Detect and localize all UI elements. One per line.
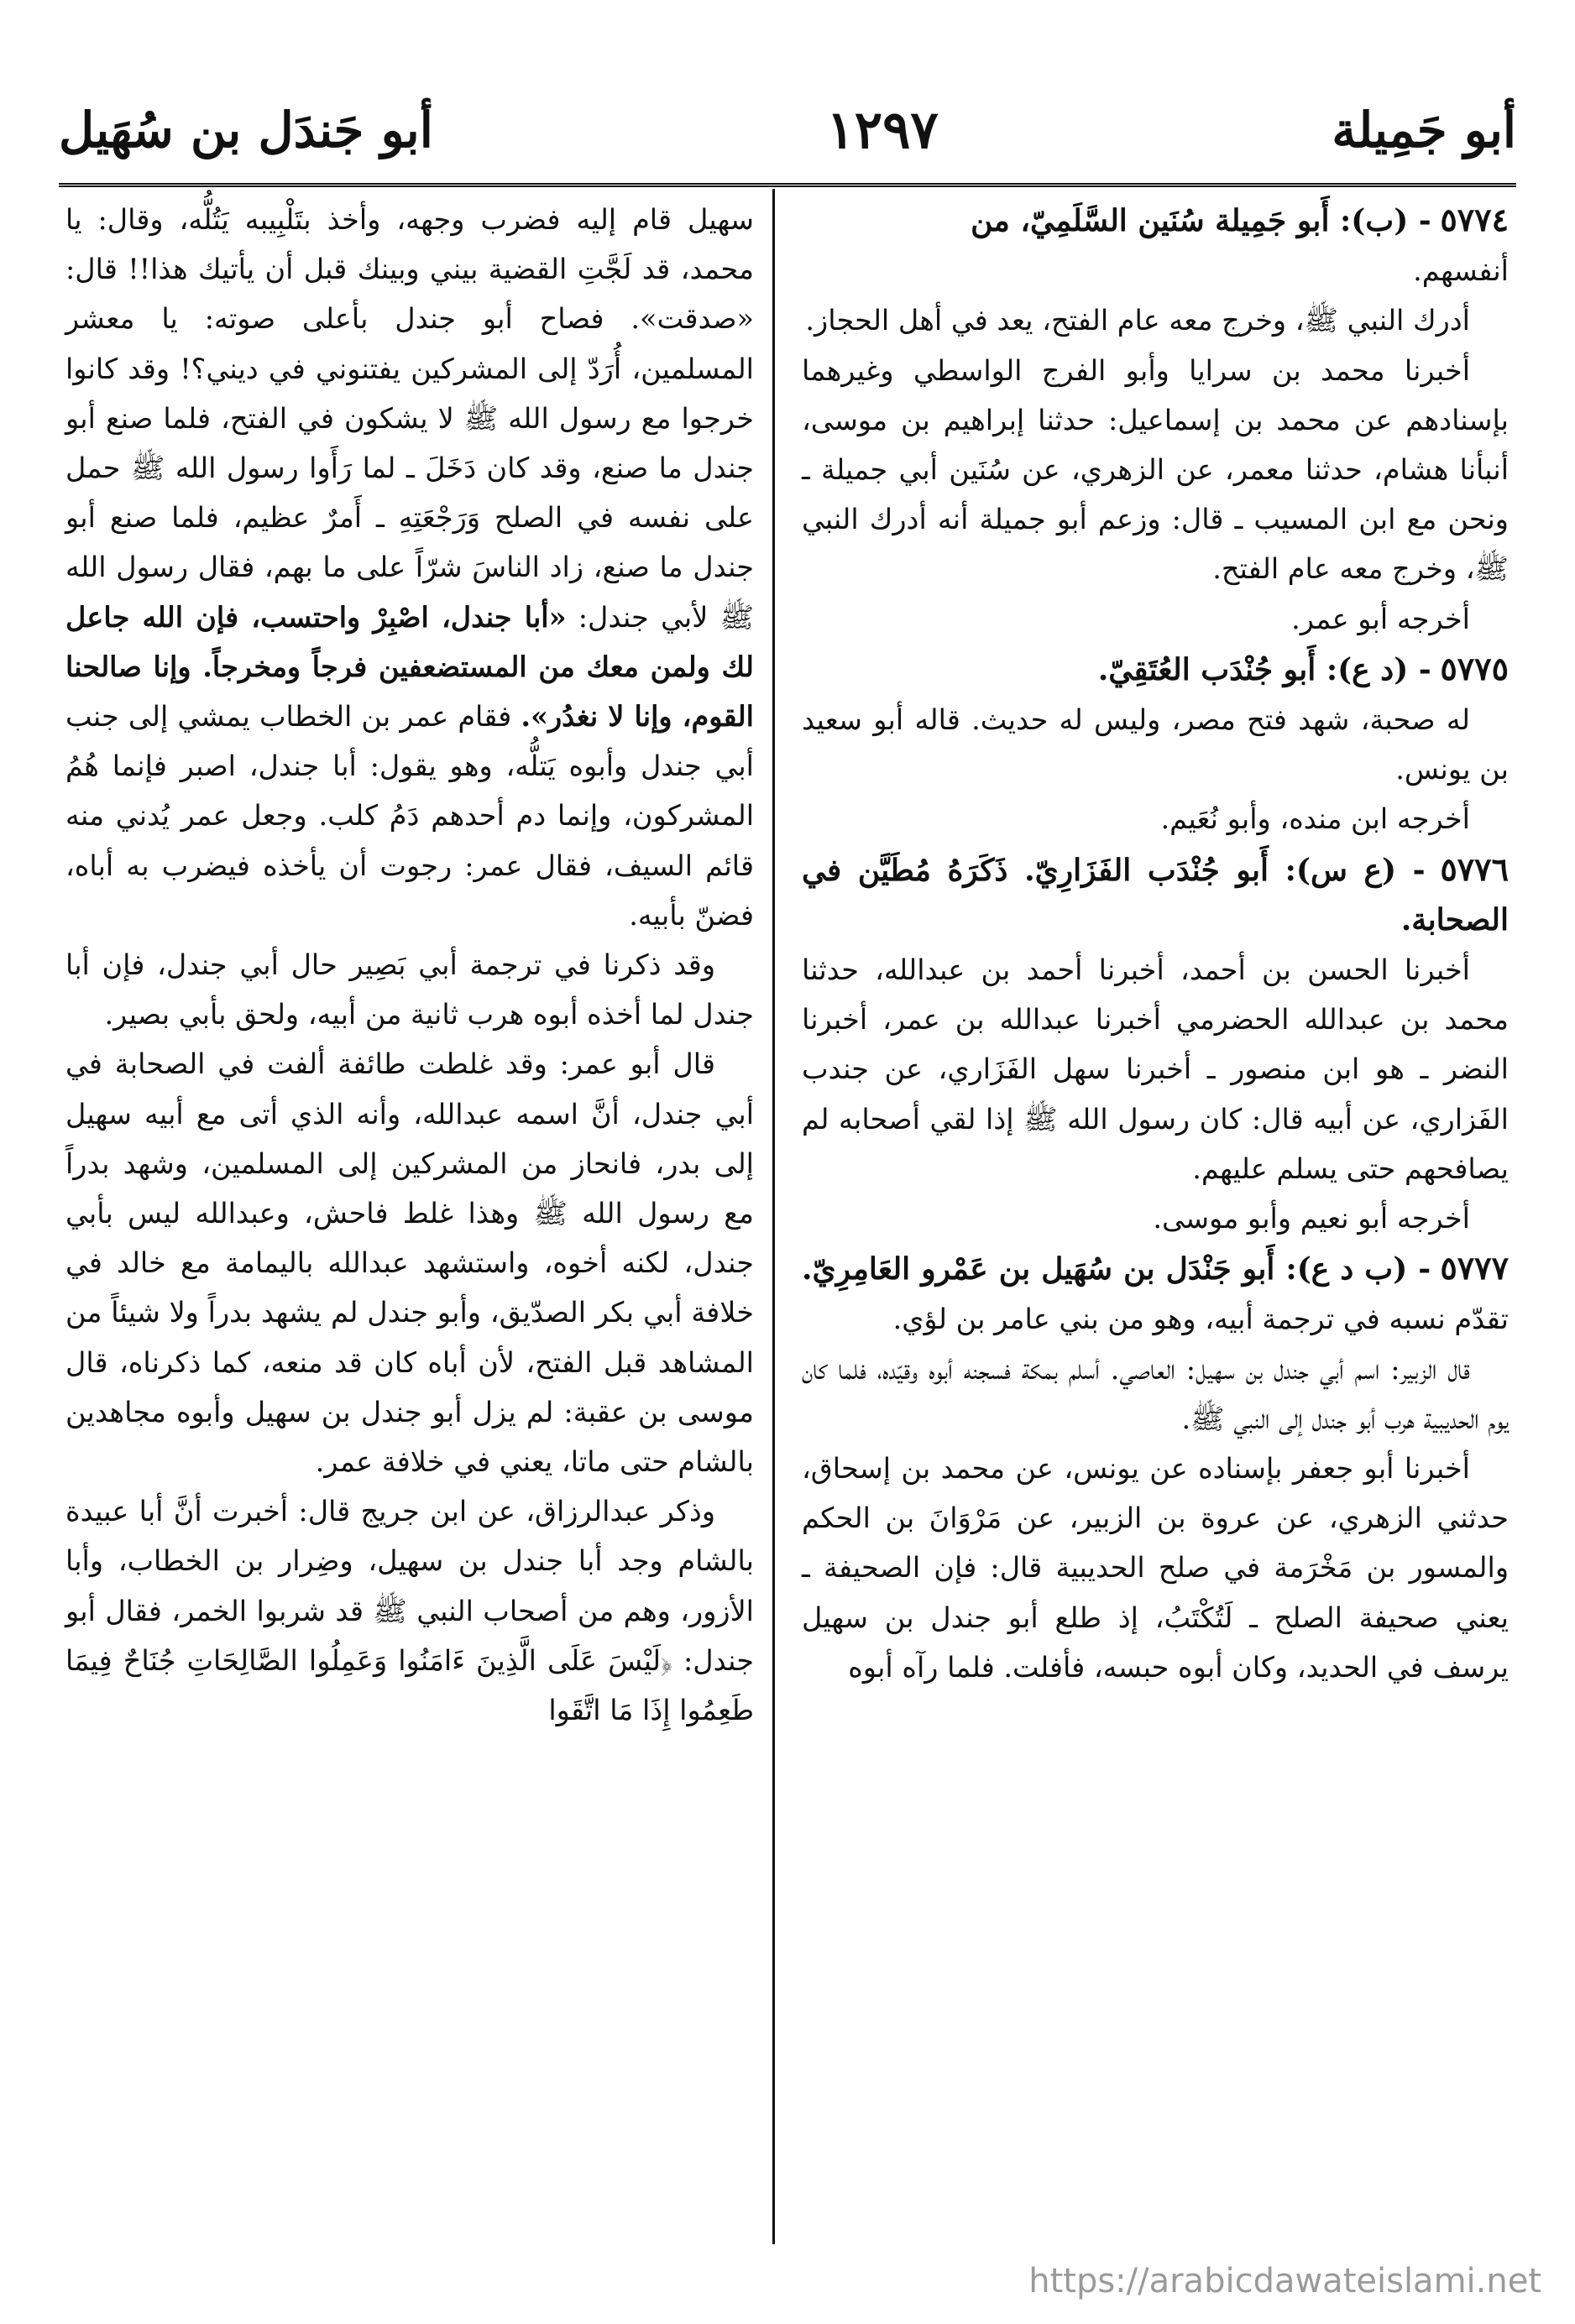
entry-title: - (ب د ع): أَبو جَنْدَل بن سُهَيل بن عَمْرو العَامِرِيّ. bbox=[802, 1251, 1431, 1287]
entry-title: - (د ع): أَبو جُنْدَب العُتَقِيّ. bbox=[1097, 651, 1431, 687]
entry-5777-heading bbox=[802, 1243, 1509, 1344]
paragraph: أخرجه أبو نعيم وأبو موسى. bbox=[1153, 1202, 1470, 1235]
entry-title: - (ع س): أَبو جُنْدَب الفَزَارِيّ. ذَكَرَهُ مُطَيَّن في الصحابة. bbox=[802, 852, 1509, 937]
entry-number: ٥٧٧٥ bbox=[1440, 649, 1509, 687]
paragraph: وذكر عبدالرزاق، عن ابن جريج قال: أخبرت أنَّ أبا عبيدة بالشام وجد أبا جندل بن سهيل، وضِرار بن الخطاب، وأبا الأزور، وهم من أصحاب النبي ﷺ قد شربوا الخمر، فقال أبو جندل: ﴿لَيْسَ عَلَى الَّذِينَ ءَامَنُوا وَعَمِلُوا الصَّالِحَاتِ جُنَاحٌ فِيمَا طَعِمُوا إِذَا مَا اتَّقَوا bbox=[65, 1495, 754, 1727]
entry-note: تقدّم نسبه في ترجمة أبيه، وهو من بني عامر بن لؤي. bbox=[892, 1303, 1509, 1336]
paragraph: قال الزبير: اسم أبي جندل بن سهيل: العاصي. أسلم بمكة فسجنه أبوه وقيّده، فلما كان يوم الحديبية هرب أبو جندل إلى النبي ﷺ. bbox=[802, 1352, 1509, 1435]
entry-5776-heading bbox=[802, 844, 1509, 945]
paragraph-text: سهيل قام إليه فضرب وجهه، وأخذ بتَلْبِيبه يَتُلُّه، وقال: يا محمد، قد لَجَّتِ القضية بيني وبينك قبل أن يأتيك هذا!! قال: «صدقت». فصاح أبو جندل بأعلى صوته: يا معشر المسلمين، أُرَدّ إلى المشركين يفتنوني في ديني؟! وقد كانوا خرجوا مع رسول الله ﷺ لا يشكون في الفتح، فلما صنع أبو جندل ما صنع، وقد كان دَخَلَ ـ لما رَأَوا رسول الله ﷺ حمل على نفسه في الصلح وَرَجْعَتِهِ ـ أَمرٌ عظيم، فلما صنع أبو جندل ما صنع، زاد الناسَ شرّاً على ما بهم، فقال رسول الله ﷺ لأبي جندل: bbox=[65, 203, 754, 634]
running-title-right: أبو جَمِيلة bbox=[1332, 102, 1516, 159]
running-title-left: أبو جَندَل بن سُهَيل bbox=[59, 102, 433, 159]
paragraph: قال أبو عمر: وقد غلطت طائفة ألفت في الصحابة في أبي جندل، أنَّ اسمه عبدالله، وأنه الذي أتى مع أبيه سهيل إلى بدر، فانحاز من المشركين إلى المسلمين، وشهد بدراً مع رسول الله ﷺ وهذا غلط فاحش، وعبدالله ليس بأبي جندل، لكنه أخوه، واستشهد عبدالله باليمامة مع خالد في خلافة أبي بكر الصدّيق، وأبو جندل لم يشهد بدراً ولا شيئاً من المشاهد قبل الفتح، لأن أباه كان قد منعه، كما ذكرناه، قال موسى بن عقبة: لم يزل أبو جندل بن سهيل وأبوه مجاهدين بالشام حتى ماتا، يعني في خلافة عمر. bbox=[65, 1047, 754, 1479]
paragraph: أدرك النبي ﷺ، وخرج معه عام الفتح، يعد في أهل الحجاز. bbox=[805, 304, 1470, 337]
left-column bbox=[65, 195, 754, 1735]
paragraph: أخرجه أبو عمر. bbox=[1291, 602, 1470, 635]
header-rule bbox=[59, 183, 1516, 187]
entry-title: - (ب): أَبو جَمِيلة سُنَين السَّلَمِيّ، من bbox=[971, 203, 1431, 238]
hadith-quote: «أبا جندل، اصْبِرْ واحتسب، فإن الله جاعل لك ولمن معك من المستضعفين فرجاً ومخرجاً. وإنا صالحنا القوم، وإنا لا نغدُر». bbox=[65, 600, 754, 734]
paragraph: وقد ذكرنا في ترجمة أبي بَصِير حال أبي جندل، فإن أبا جندل لما أخذه أبوه هرب ثانية من أبيه، ولحق بأبي بصير. bbox=[65, 948, 754, 1031]
paragraph: أخبرنا محمد بن سرايا وأبو الفرج الواسطي وغيرهما بإسنادهم عن محمد بن إسماعيل: حدثنا إبراهيم بن موسى، أنبأنا هشام، حدثنا معمر، عن الزهري، عن سُنَين أبي جميلة ـ ونحن مع ابن المسيب ـ قال: وزعم أبو جميلة أنه أدرك النبي ﷺ، وخرج معه عام الفتح. bbox=[802, 353, 1509, 586]
entry-5774-heading bbox=[802, 195, 1509, 246]
entry-number: ٥٧٧٤ bbox=[1440, 201, 1509, 238]
right-column bbox=[802, 195, 1509, 1692]
page-number: ١٢٩٧ bbox=[826, 99, 939, 160]
watermark-url: https://arabicdawateislami.net bbox=[1028, 2262, 1541, 2300]
page-header bbox=[59, 84, 1516, 176]
paragraph: أنفسهم. bbox=[1413, 254, 1509, 288]
entry-5775-heading bbox=[802, 644, 1509, 695]
paragraph: له صحبة، شهد فتح مصر، وليس له حديث. قاله أبو سعيد بن يونس. bbox=[802, 703, 1509, 786]
column-divider bbox=[772, 189, 775, 2244]
entry-number: ٥٧٧٧ bbox=[1440, 1249, 1509, 1287]
paragraph-text: فقام عمر بن الخطاب يمشي إلى جنب أبي جندل وأبوه يَتلُّه، وهو يقول: أبا جندل، اصبر فإنما هُمُ المشركون، وإنما دم أحدهم دَمُ كلب. وجعل عمر يُدني منه قائم السيف، فقال عمر: رجوت أن يأخذه فيضرب به أباه، فضنّ بأبيه. bbox=[65, 700, 754, 932]
paragraph: أخرجه ابن منده، وأبو نُعَيم. bbox=[1160, 802, 1470, 836]
entry-number: ٥٧٧٦ bbox=[1440, 849, 1509, 888]
paragraph: أخبرنا الحسن بن أحمد، أخبرنا أحمد بن عبدالله، حدثنا محمد بن عبدالله الحضرمي أخبرنا عبدالله بن عمر، أخبرنا النضر ـ هو ابن منصور ـ أخبرنا سهل الفَزَاري، عن جندب الفَزاري، عن أبيه قال: كان رسول الله ﷺ إذا لقي أصحابه لم يصافحهم حتى يسلم عليهم. bbox=[802, 953, 1509, 1185]
paragraph bbox=[65, 195, 754, 940]
paragraph: أخبرنا أبو جعفر بإسناده عن يونس، عن محمد بن إسحاق، حدثني الزهري، عن عروة بن الزبير، عن مَرْوَانَ بن الحكم والمسور بن مَخْرَمة في صلح الحديبية قال: فإن الصحيفة ـ يعني صحيفة الصلح ـ لَتُكْتَبُ، إذ طلع أبو جندل بن سهيل يرسف في الحديد، وكان أبوه حبسه، فأفلت. فلما رآه أبوه bbox=[802, 1452, 1509, 1684]
